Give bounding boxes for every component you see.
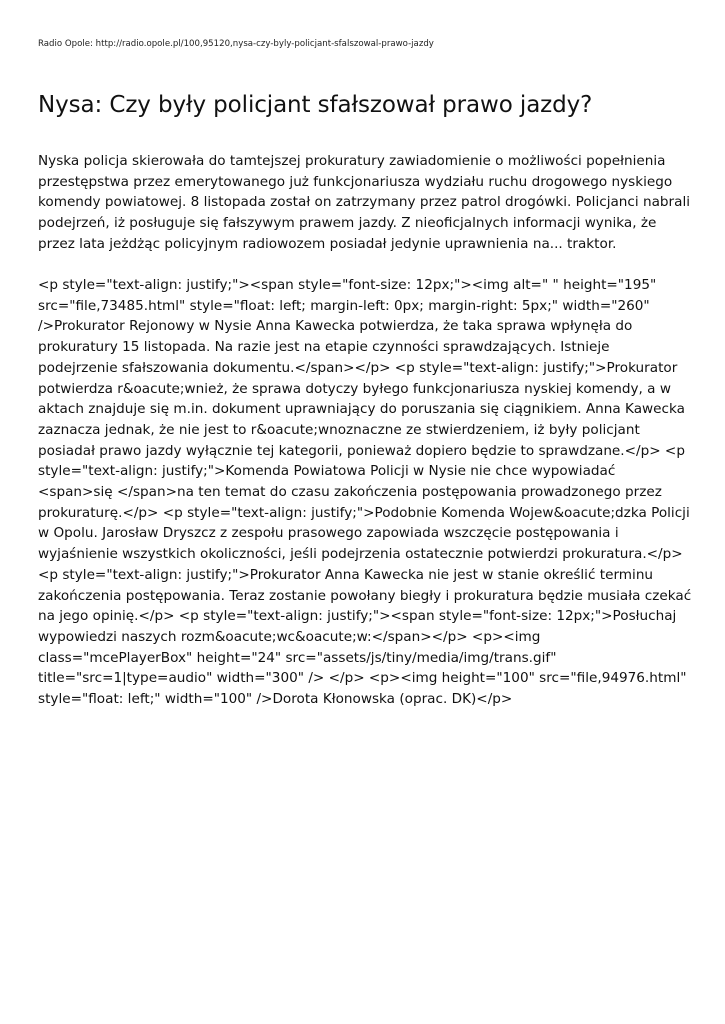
- article-raw-html-body: <p style="text-align: justify;"><span style="font-size: 12px;"><img alt=" " height="195" src="file,73485.html" style="float: left; margin-left: 0px; margin-right: 5px;" width="260" />Prokurator Rejonowy w Nysie Anna Kawecka potwierdza, że taka sprawa wpłynęła do prokuratury 15 listopada. Na razie jest na etapie czynności sprawdzających. Istnieje podejrzenie sfałszowania dokumentu.</span></p> <p style="text-align: justify;">Prokurator potwierdza r&oacute;wnież, że sprawa dotyczy byłego funkcjonariusza nyskiej komendy, a w aktach znajduje się m.in. dokument uprawniający do poruszania się ciągnikiem. Anna Kawecka zaznacza jednak, że nie jest to r&oacute;wnoznaczne ze stwierdzeniem, iż były policjant posiadał prawo jazdy wyłącznie tej kategorii, ponieważ dopiero będzie to sprawdzane.</p> <p style="text-align: justify;">Komenda Powiatowa Policji w Nysie nie chce wypowiadać <span>się </span>na ten temat do czasu zakończenia postępowania prowadzonego przez prokuraturę.</p> <p style="text-align: justify;">Podobnie Komenda Wojew&oacute;dzka Policji w Opolu. Jarosław Dryszcz z zespołu prasowego zapowiada wszczęcie postępowania i wyjaśnienie wszystkich okoliczności, jeśli podejrzenia ostatecznie potwierdzi prokuratura.</p> <p style="text-align: justify;">Prokurator Anna Kawecka nie jest w stanie określić terminu zakończenia postępowania. Teraz zostanie powołany biegły i prokuratura będzie musiała czekać na jego opinię.</p> <p style="text-align: justify;"><span style="font-size: 12px;">Posłuchaj wypowiedzi naszych rozm&oacute;wc&oacute;w:</span></p> <p><img class="mcePlayerBox" height="24" src="assets/js/tiny/media/img/trans.gif" title="src=1|type=audio" width="300" /> </p> <p><img height="100" src="file,94976.html" style="float: left;" width="100" />Dorota Kłonowska (oprac. DK)</p>: [38, 277, 692, 708]
- source-url-line: Radio Opole: http://radio.opole.pl/100,95120,nysa-czy-byly-policjant-sfalszowal-prawo-jazdy: [38, 39, 434, 49]
- article-lead-paragraph: Nyska policja skierowała do tamtejszej prokuratury zawiadomienie o możliwości popełnienia przestępstwa przez emerytowanego już funkcjonariusza wydziału ruchu drogowego nyskiego komendy powiatowej. 8 listopada został on zatrzymany przez patrol drogówki. Policjanci nabrali podejrzeń, iż posługuje się fałszywym prawem jazdy. Z nieoficjalnych informacji wynika, że przez lata jeżdżąc policyjnym radiowozem posiadał jedynie uprawnienia na... traktor.: [38, 153, 691, 252]
- article-title: Nysa: Czy były policjant sfałszował prawo jazdy?: [38, 92, 593, 118]
